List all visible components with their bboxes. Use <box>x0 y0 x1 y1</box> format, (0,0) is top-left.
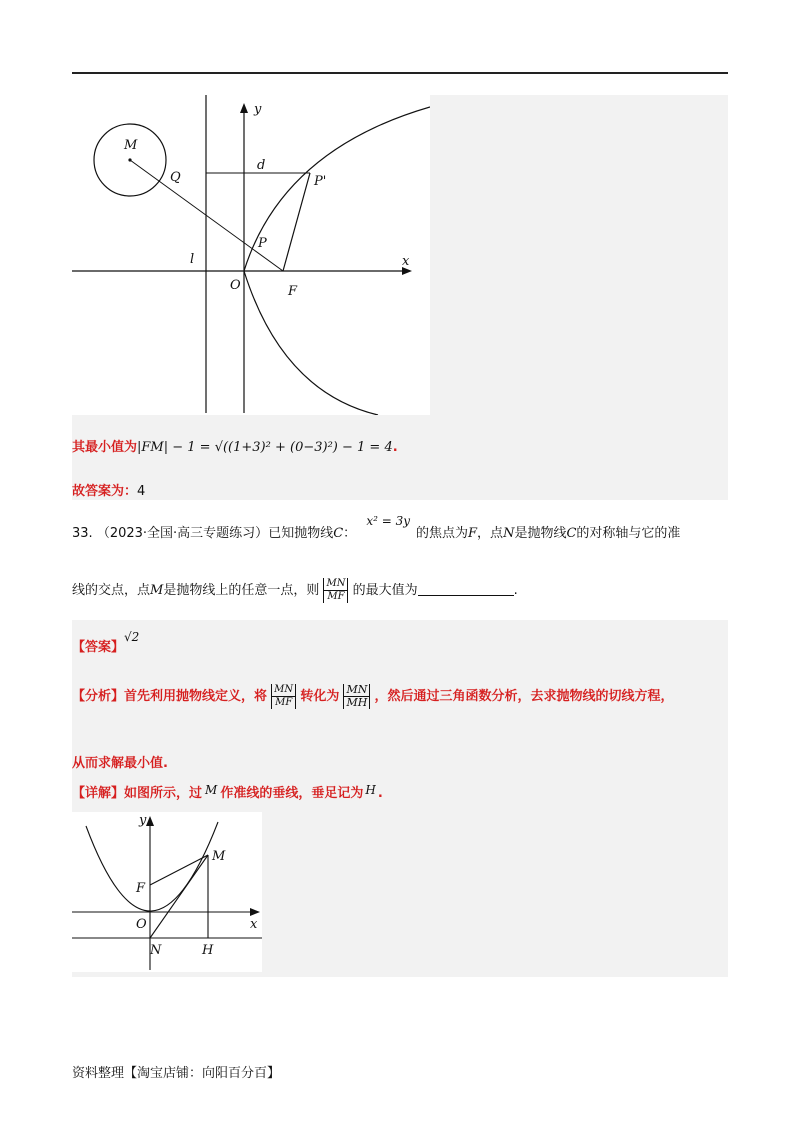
q33-equation: x² = 3y <box>366 514 410 528</box>
analysis-label: 【分析】 <box>72 689 125 704</box>
q33-ratio: $\frac{MN}{MF}$ <box>323 578 348 603</box>
q33-text-b: 的焦点为 <box>416 526 469 541</box>
q33-line2-end: . <box>513 583 518 598</box>
footer-text: 资料整理【淘宝店铺：向阳百分百】 <box>72 1066 281 1081</box>
figure-parabola-tangent <box>72 812 262 972</box>
answer-block-label: 【答案】 <box>72 640 125 655</box>
detail-line <box>72 782 383 801</box>
analysis-line-2 <box>72 752 168 771</box>
q33-answer-blank[interactable] <box>418 595 514 596</box>
fig1-label-l: l <box>190 252 195 267</box>
q33-line-2 <box>72 578 518 603</box>
q33-line-1 <box>72 514 681 541</box>
q33-source: （2023·全国·高三专题练习） <box>96 526 269 541</box>
q33-number: 33. <box>72 526 93 541</box>
analysis-text-c: ，然后通过三角函数分析，去求抛物线的切线方程， <box>374 689 674 704</box>
analysis-frac-1: $\frac{MN}{MF}$ <box>271 684 296 709</box>
q33-text-e: 的对称轴与它的准 <box>576 526 681 541</box>
min-value-line <box>72 436 398 455</box>
detail-label: 【详解】 <box>72 786 125 801</box>
analysis-text-b: 转化为 <box>300 689 340 704</box>
detail-text-c: . <box>377 786 383 801</box>
detail-point-m: M <box>205 783 218 797</box>
q33-text-c: ，点 <box>477 526 504 541</box>
fig1-label-M: M <box>124 138 138 153</box>
answer-block-value: √2 <box>124 630 140 644</box>
fig1-label-d: d <box>257 158 266 173</box>
analysis-line-2-text: 从而求解最小值. <box>72 756 168 771</box>
answer-value-1: 4 <box>137 484 146 499</box>
detail-text-a: 如图所示，过 <box>124 786 203 801</box>
fig2-label-N: N <box>150 943 162 958</box>
q33-point-n: N <box>503 526 515 541</box>
q33-curve-name: C <box>333 526 344 541</box>
fig2-label-H: H <box>202 943 214 958</box>
q33-line2-b: 是抛物线上的任意一点，则 <box>163 583 320 598</box>
fig1-label-P: P <box>258 236 267 251</box>
q33-line2-c: 的最大值为 <box>352 583 418 598</box>
q33-focus: F <box>468 526 478 541</box>
answer-line-1 <box>72 480 145 499</box>
answer-label-1: 故答案为： <box>72 484 138 499</box>
q33-line2-a: 线的交点，点 <box>72 583 151 598</box>
min-value-suffix: . <box>392 440 398 455</box>
fig1-label-y: y <box>254 102 262 117</box>
fig1-label-Pprime: P' <box>314 174 327 189</box>
fig1-label-F: F <box>288 284 298 299</box>
q33-curve-name-2: C <box>566 526 577 541</box>
header-rule <box>72 72 728 74</box>
analysis-frac-2: $\frac{MN}{MH}$ <box>343 684 370 709</box>
fig1-label-Q: Q <box>170 170 181 185</box>
fig1-label-O: O <box>230 278 241 293</box>
fig2-label-F: F <box>136 881 146 896</box>
fig2-label-O: O <box>136 917 147 932</box>
min-value-prefix: 其最小值为 <box>72 440 138 455</box>
detail-point-h: H <box>365 783 376 797</box>
analysis-line-1 <box>72 684 674 709</box>
min-value-formula: |FM| − 1 = √((1+3)² + (0−3)²) − 1 = 4 <box>137 440 393 455</box>
fig2-label-M: M <box>212 849 226 864</box>
analysis-text-a: 首先利用抛物线定义，将 <box>124 689 268 704</box>
q33-colon: ： <box>343 526 357 541</box>
q33-point-m: M <box>150 583 164 598</box>
q33-text-d: 是抛物线 <box>514 526 567 541</box>
fig2-label-x: x <box>250 917 258 932</box>
q33-text-a: 已知抛物线 <box>268 526 334 541</box>
detail-text-b: 作准线的垂线，垂足记为 <box>220 786 364 801</box>
figure-parabola-circle <box>72 95 430 415</box>
fig2-label-y: y <box>139 813 147 828</box>
fig1-label-x: x <box>402 254 410 269</box>
answer-block-line <box>72 630 140 655</box>
